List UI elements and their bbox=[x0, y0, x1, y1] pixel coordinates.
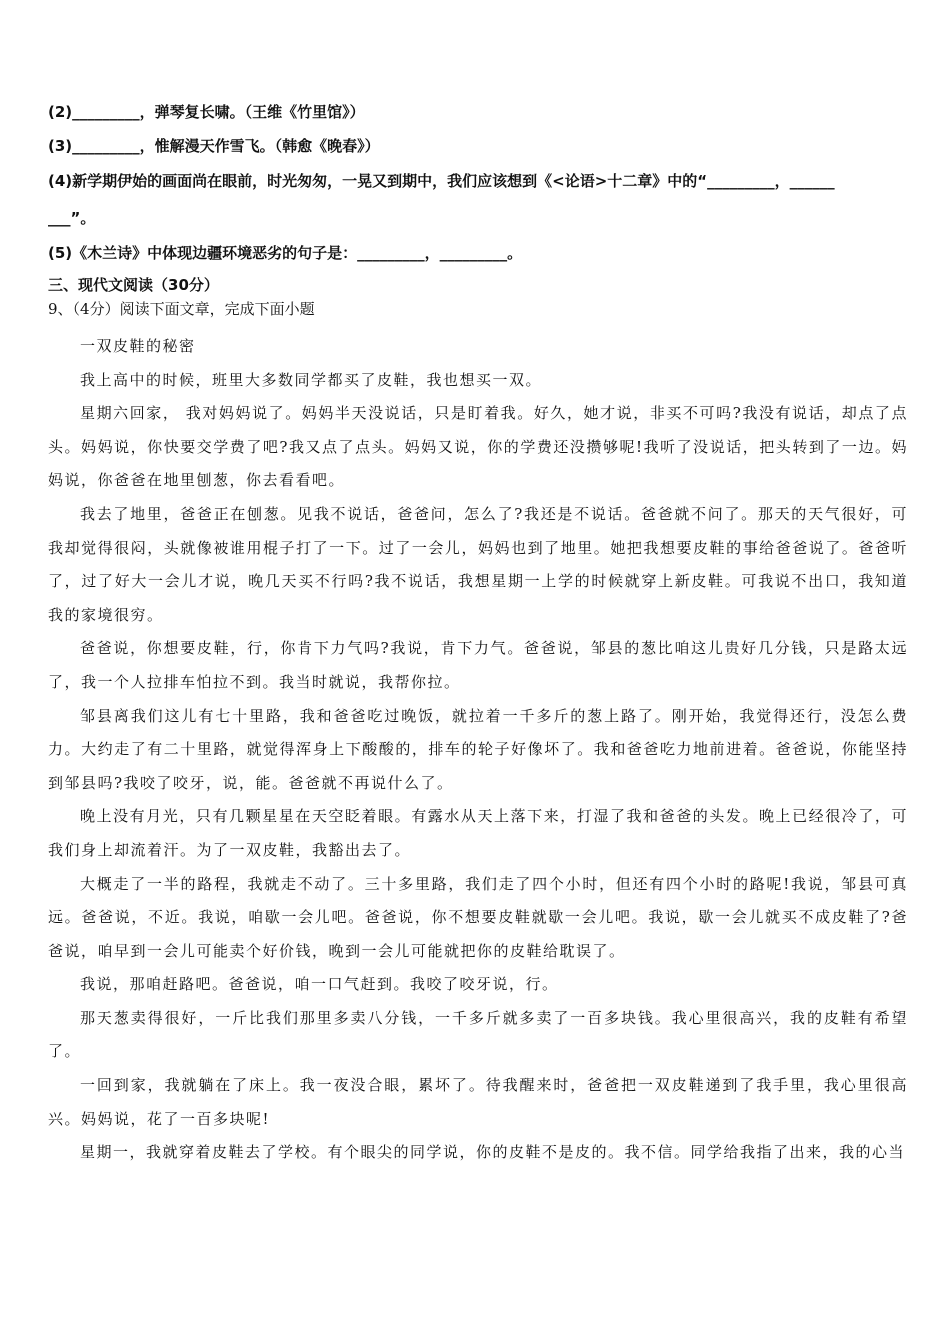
question-4-line-2: ___”。 bbox=[48, 209, 96, 227]
article-paragraph: 我去了地里，爸爸正在刨葱。见我不说话，爸爸问，怎么了?我还是不说话。爸爸就不问了。那天的天气很好，可我却觉得很闷，头就像被谁用棍子打了一下。过了一会儿，妈妈也到了地里。她把我想要皮鞋的事给爸爸说了。爸爸听了，过了好大一会儿才说，晚几天买不行吗?我不说话，我想星期一上学的时候就穿上新皮鞋。可我说不出口，我知道我的家境很穷。 bbox=[48, 504, 908, 624]
article-paragraph: 星期六回家， 我对妈妈说了。妈妈半天没说话，只是盯着我。好久，她才说，非买不可吗?我没有说话，却点了点头。妈妈说，你快要交学费了吧?我又点了点头。妈妈又说，你的学费还没攒够呢!我听了没说话，把头转到了一边。妈妈说，你爸爸在地里刨葱，你去看看吧。 bbox=[48, 404, 908, 490]
question-3: (3)_________，惟解漫天作雪飞。（韩愈《晚春》） bbox=[48, 137, 380, 155]
article-paragraph: 邹县离我们这儿有七十里路，我和爸爸吃过晚饭，就拉着一千多斤的葱上路了。刚开始，我觉得还行，没怎么费力。大约走了有二十里路，就觉得浑身上下酸酸的，排车的轮子好像坏了。我和爸爸吃力地前进着。爸爸说，你能坚持到邹县吗?我咬了咬牙，说，能。爸爸就不再说什么了。 bbox=[48, 706, 908, 792]
article-title: 一双皮鞋的秘密 bbox=[80, 337, 196, 355]
article-body bbox=[48, 330, 908, 1170]
article-paragraph: 爸爸说，你想要皮鞋，行，你肯下力气吗?我说，肯下力气。爸爸说，邹县的葱比咱这儿贵好几分钱，只是路太远了，我一个人拉排车怕拉不到。我当时就说，我帮你拉。 bbox=[48, 639, 908, 691]
article-paragraph: 那天葱卖得很好，一斤比我们那里多卖八分钱，一千多斤就多卖了一百多块钱。我心里很高兴，我的皮鞋有希望了。 bbox=[48, 1008, 908, 1061]
question-2: (2)_________，弹琴复长啸。（王维《竹里馆》） bbox=[48, 103, 365, 121]
article-paragraph: 我说，那咱赶路吧。爸爸说，咱一口气赶到。我咬了咬牙说，行。 bbox=[80, 975, 559, 994]
section-heading: 三、现代文阅读（30分） bbox=[48, 276, 219, 294]
article-paragraph: 大概走了一半的路程，我就走不动了。三十多里路，我们走了四个小时，但还有四个小时的路呢!我说，邹县可真远。爸爸说，不近。我说，咱歇一会儿吧。爸爸说，你不想要皮鞋就歇一会儿吧。我说，歇一会儿就买不成皮鞋了?爸爸说，咱早到一会儿可能卖个好价钱，晚到一会儿可能就把你的皮鞋给耽误了。 bbox=[48, 874, 908, 960]
article-paragraph: 一回到家，我就躺在了床上。我一夜没合眼，累坏了。待我醒来时，爸爸把一双皮鞋递到了我手里，我心里很高兴。妈妈说，花了一百多块呢! bbox=[48, 1076, 908, 1128]
article-paragraph: 晚上没有月光，只有几颗星星在天空眨着眼。有露水从天上落下来，打湿了我和爸爸的头发。晚上已经很冷了，可我们身上却流着汗。为了一双皮鞋，我豁出去了。 bbox=[48, 807, 908, 859]
article-paragraph: 我上高中的时候，班里大多数同学都买了皮鞋，我也想买一双。 bbox=[80, 370, 543, 389]
question-9-instruction: 9、（4分）阅读下面文章，完成下面小题 bbox=[48, 300, 315, 318]
question-4-line-1: (4)新学期伊始的画面尚在眼前，时光匆匆，一晃又到期中，我们应该想到《<论语>十二章》中的“_________，______ bbox=[48, 172, 835, 190]
question-5: (5)《木兰诗》中体现边疆环境恶劣的句子是：_________，_________。 bbox=[48, 244, 523, 262]
article-paragraph: 星期一，我就穿着皮鞋去了学校。有个眼尖的同学说，你的皮鞋不是皮的。我不信。同学给我指了出来，我的心当 bbox=[80, 1143, 906, 1162]
